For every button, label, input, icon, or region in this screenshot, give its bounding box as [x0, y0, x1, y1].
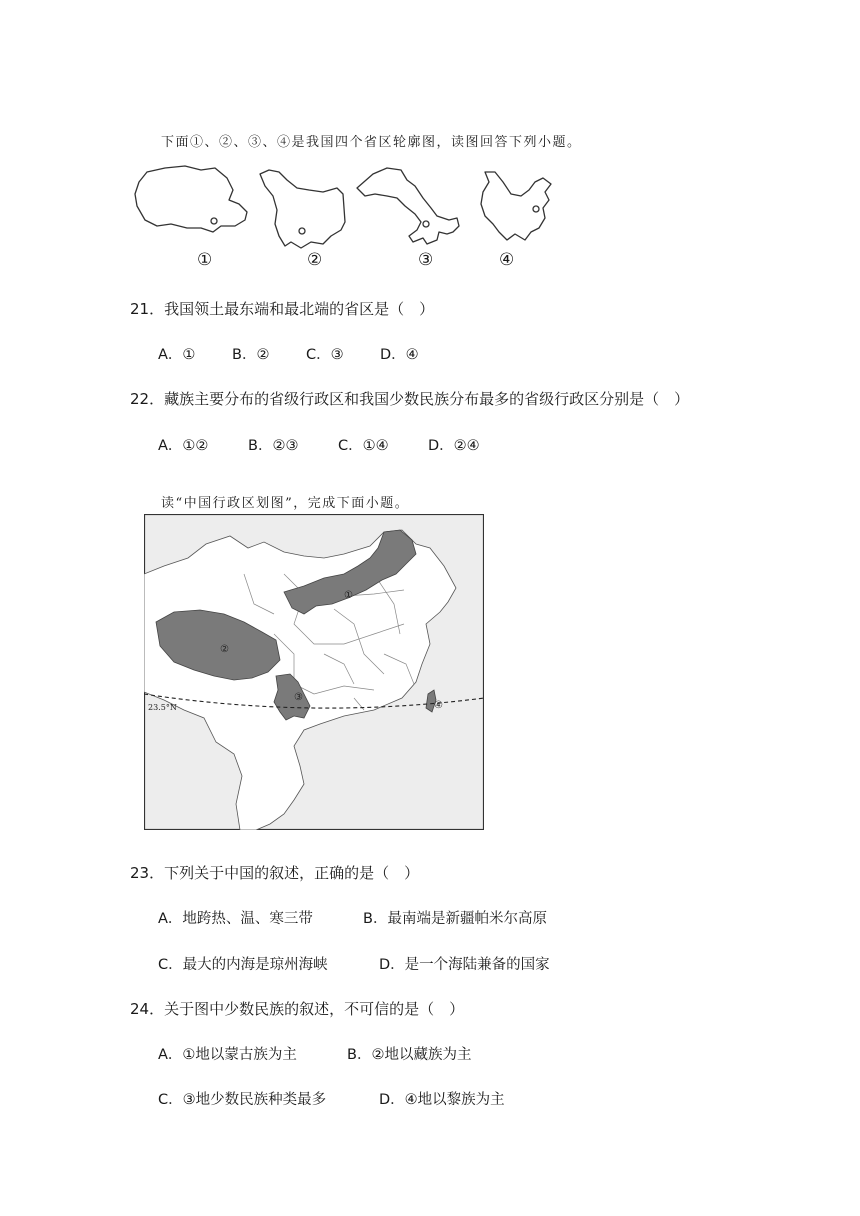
q21-option-c: C．③: [306, 347, 344, 363]
q22-option-c: C．①④: [338, 438, 389, 454]
q21-option-b: B．②: [232, 347, 270, 363]
q23-option-b: B．最南端是新疆帕米尔高原: [363, 911, 547, 927]
q21-stem: 21．我国领土最东端和最北端的省区是（ ）: [130, 300, 435, 318]
q23-stem: 23．下列关于中国的叙述，正确的是（ ）: [130, 864, 420, 882]
q22-stem: 22．藏族主要分布的省级行政区和我国少数民族分布最多的省级行政区分别是（ ）: [130, 390, 690, 408]
outline-yunnan: [481, 172, 551, 240]
q24-option-c: C．③地少数民族种类最多: [158, 1092, 327, 1108]
outline-heilongjiang: [260, 170, 345, 248]
outline-gansu-capital: [423, 221, 429, 227]
q24-stem: 24．关于图中少数民族的叙述，不可信的是（ ）: [130, 1000, 465, 1018]
china-admin-map: [144, 514, 484, 830]
map-label-1: ①: [344, 590, 353, 601]
outline-gansu: [357, 168, 459, 244]
section2-intro: 读“中国行政区划图”，完成下面小题。: [161, 496, 410, 511]
latitude-label: 23.5°N: [148, 703, 177, 712]
q22-option-a: A．①②: [158, 438, 209, 454]
q22-option-b: B．②③: [248, 438, 299, 454]
q23-option-c: C．最大的内海是琼州海峡: [158, 957, 328, 973]
shape-label-4: ④: [499, 250, 515, 270]
q24-option-b: B．②地以藏族为主: [347, 1047, 472, 1063]
shape-label-2: ②: [307, 250, 323, 270]
q21-option-d: D．④: [380, 347, 419, 363]
q21-option-a: A．①: [158, 347, 196, 363]
q23-option-a: A．地跨热、温、寒三带: [158, 911, 313, 927]
map-label-3: ③: [294, 692, 303, 703]
outline-tibet: [135, 166, 247, 232]
q24-option-d: D．④地以黎族为主: [379, 1092, 505, 1108]
outline-tibet-capital: [211, 218, 217, 224]
q24-option-a: A．①地以蒙古族为主: [158, 1047, 297, 1063]
shape-label-3: ③: [418, 250, 434, 270]
map-label-2: ②: [220, 644, 229, 655]
outline-heilongjiang-capital: [299, 228, 305, 234]
shape-label-1: ①: [197, 250, 213, 270]
q22-option-d: D．②④: [428, 438, 480, 454]
section1-intro: 下面①、②、③、④是我国四个省区轮廓图，读图回答下列小题。: [161, 135, 582, 150]
outline-yunnan-capital: [533, 206, 539, 212]
map-label-4: ④: [434, 700, 443, 711]
q23-option-d: D．是一个海陆兼备的国家: [379, 957, 550, 973]
